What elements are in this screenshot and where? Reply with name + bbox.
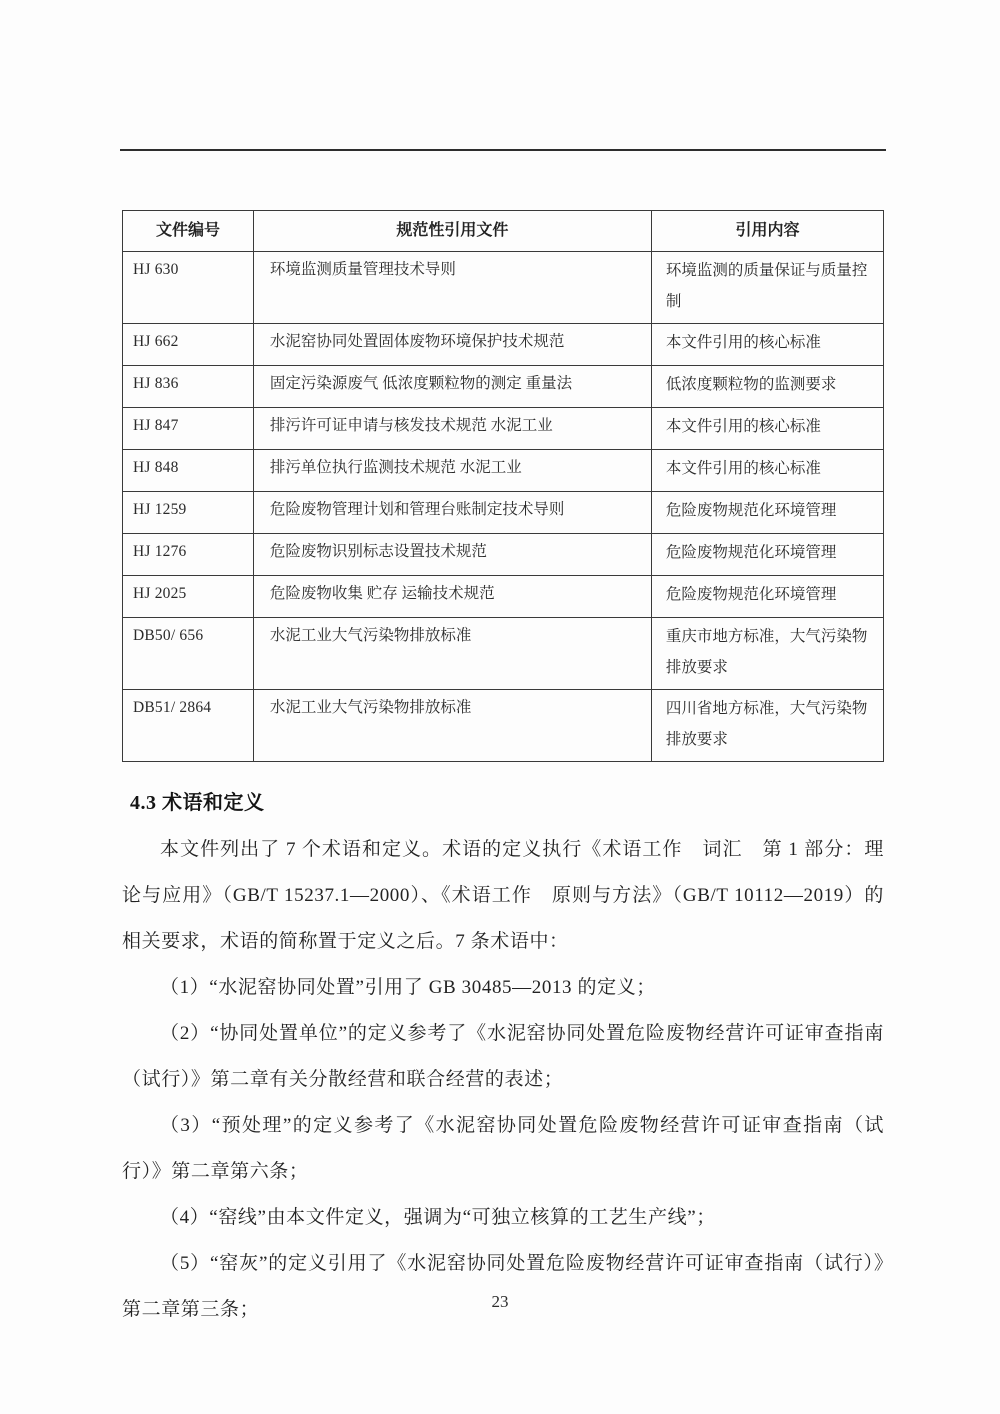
section-intro-paragraph: 本文件列出了 7 个术语和定义。术语的定义执行《术语工作 词汇 第 1 部分：理论与应用》（GB/T 15237.1—2000）、《术语工作 原则与方法》（GB/T 10112—2019）的相关要求，术语的简称置于定义之后。7 条术语中：: [122, 839, 884, 952]
cell-reference-title: 排污单位执行监测技术规范 水泥工业: [253, 450, 651, 492]
table-row: [123, 534, 884, 576]
references-table: [122, 210, 884, 762]
table-row: [123, 450, 884, 492]
cell-doc-number: HJ 2025: [123, 576, 254, 618]
cell-reference-title: 危险废物管理计划和管理台账制定技术导则: [253, 492, 651, 534]
term-item-2: （2）“协同处置单位”的定义参考了《水泥窑协同处置危险废物经营许可证审查指南（试行）》第二章有关分散经营和联合经营的表述；: [122, 1023, 884, 1090]
table-row: [123, 366, 884, 408]
cell-doc-number: HJ 836: [123, 366, 254, 408]
col-header-doc-number: 文件编号: [123, 211, 254, 252]
cell-reference-title: 危险废物识别标志设置技术规范: [253, 534, 651, 576]
term-item-3: （3）“预处理”的定义参考了《水泥窑协同处置危险废物经营许可证审查指南（试行）》第二章第六条；: [122, 1115, 884, 1182]
table-row: [123, 576, 884, 618]
cell-reference-content: 环境监测的质量保证与质量控制: [651, 252, 883, 324]
cell-reference-content: 本文件引用的核心标准: [651, 450, 883, 492]
cell-doc-number: HJ 630: [123, 252, 254, 324]
table-header-row: [123, 211, 884, 252]
section-heading: 4.3 术语和定义: [130, 792, 265, 814]
cell-reference-content: 危险废物规范化环境管理: [651, 576, 883, 618]
cell-reference-title: 环境监测质量管理技术导则: [253, 252, 651, 324]
cell-doc-number: HJ 847: [123, 408, 254, 450]
header-rule: [120, 149, 886, 151]
cell-reference-title: 水泥工业大气污染物排放标准: [253, 618, 651, 690]
term-item-1: （1）“水泥窑协同处置”引用了 GB 30485—2013 的定义；: [160, 977, 656, 998]
col-header-reference-content: 引用内容: [651, 211, 883, 252]
table-row: [123, 408, 884, 450]
cell-reference-content: 重庆市地方标准，大气污染物排放要求: [651, 618, 883, 690]
cell-doc-number: HJ 848: [123, 450, 254, 492]
cell-doc-number: DB51/ 2864: [123, 690, 254, 762]
cell-reference-content: 四川省地方标准，大气污染物排放要求: [651, 690, 883, 762]
cell-doc-number: HJ 662: [123, 324, 254, 366]
term-item-5: （5）“窑灰”的定义引用了《水泥窑协同处置危险废物经营许可证审查指南（试行）》第二章第三条；: [122, 1253, 884, 1320]
table-row: [123, 690, 884, 762]
table-row: [123, 252, 884, 324]
cell-reference-title: 危险废物收集 贮存 运输技术规范: [253, 576, 651, 618]
page-number: 23: [491, 1292, 509, 1311]
table-row: [123, 324, 884, 366]
cell-reference-content: 低浓度颗粒物的监测要求: [651, 366, 883, 408]
cell-doc-number: HJ 1276: [123, 534, 254, 576]
cell-reference-title: 排污许可证申请与核发技术规范 水泥工业: [253, 408, 651, 450]
col-header-reference-title: 规范性引用文件: [253, 211, 651, 252]
page-content: [122, 210, 884, 1333]
cell-reference-title: 水泥工业大气污染物排放标准: [253, 690, 651, 762]
term-item-4: （4）“窑线”由本文件定义，强调为“可独立核算的工艺生产线”；: [160, 1207, 716, 1228]
table-row: [123, 492, 884, 534]
cell-reference-title: 固定污染源废气 低浓度颗粒物的测定 重量法: [253, 366, 651, 408]
cell-reference-content: 危险废物规范化环境管理: [651, 534, 883, 576]
cell-doc-number: DB50/ 656: [123, 618, 254, 690]
cell-reference-title: 水泥窑协同处置固体废物环境保护技术规范: [253, 324, 651, 366]
cell-doc-number: HJ 1259: [123, 492, 254, 534]
cell-reference-content: 本文件引用的核心标准: [651, 408, 883, 450]
cell-reference-content: 本文件引用的核心标准: [651, 324, 883, 366]
table-row: [123, 618, 884, 690]
cell-reference-content: 危险废物规范化环境管理: [651, 492, 883, 534]
